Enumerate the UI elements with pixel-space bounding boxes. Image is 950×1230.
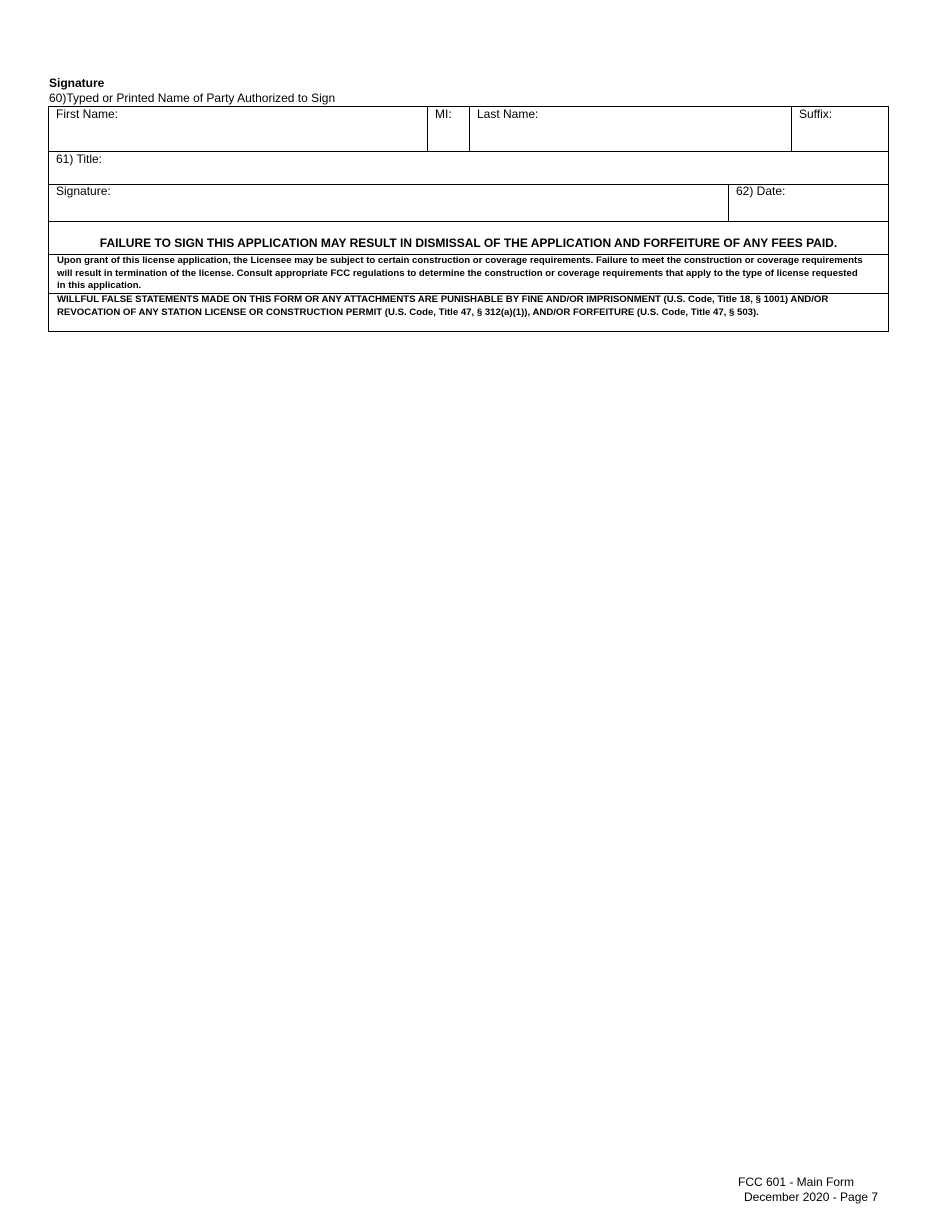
footer-form-name: FCC 601 - Main Form [738,1175,855,1189]
item-60-label: 60)Typed or Printed Name of Party Authorized to Sign [49,91,336,105]
construction-notice-row [49,255,888,294]
false-statements-row [49,294,888,331]
name-row [49,107,888,152]
mi-cell [427,107,469,151]
first-name-field[interactable] [49,121,427,151]
last-name-label: Last Name: [477,107,539,121]
date-label: 62) Date: [736,184,786,198]
title-cell [49,152,888,184]
section-heading: Signature [49,76,105,90]
signature-row [49,185,888,222]
mi-label: MI: [435,107,452,121]
warning-row [49,222,888,255]
page-footer [736,1175,878,1205]
signature-label: Signature: [56,184,111,198]
first-name-cell [49,107,427,151]
first-name-label: First Name: [56,107,119,121]
suffix-label: Suffix: [799,107,833,121]
failure-to-sign-warning: FAILURE TO SIGN THIS APPLICATION MAY RESULT IN DISMISSAL OF THE APPLICATION AND FORFEITURE OF ANY FEES PAID. [99,236,838,250]
signature-form-box [48,106,889,332]
signature-cell [49,185,728,221]
signature-field[interactable] [49,199,728,221]
suffix-field[interactable] [792,121,888,151]
date-field[interactable] [729,199,888,221]
date-cell [728,185,888,221]
title-field[interactable] [49,166,888,184]
last-name-cell [469,107,791,151]
footer-edition-page: December 2020 - Page 7 [744,1190,879,1204]
false-statements-notice: WILLFUL FALSE STATEMENTS MADE ON THIS FORM OR ANY ATTACHMENTS ARE PUNISHABLE BY FINE AND/OR IMPRISONMENT (U.S. Code, Title 18, § 1001) AND/OR REVOCATION OF ANY STATION LICENSE OR CONSTRUCTION PERMIT (U.S. Code, Title 47, § 312(a)(1)), AND/OR FORFEITURE (U.S. Code, Title 47, § 503). [57,294,829,318]
suffix-cell [791,107,888,151]
title-label: 61) Title: [56,152,103,166]
mi-field[interactable] [428,121,469,151]
title-row [49,152,888,185]
construction-notice: Upon grant of this license application, the Licensee may be subject to certain construction or coverage requirements. Failure to meet the construction or coverage requirements will result in termination of the license. Consult appropriate FCC regulations to determine the construction or coverage requirements that apply to the type of license requested in this application. [57,255,863,291]
last-name-field[interactable] [470,121,791,151]
